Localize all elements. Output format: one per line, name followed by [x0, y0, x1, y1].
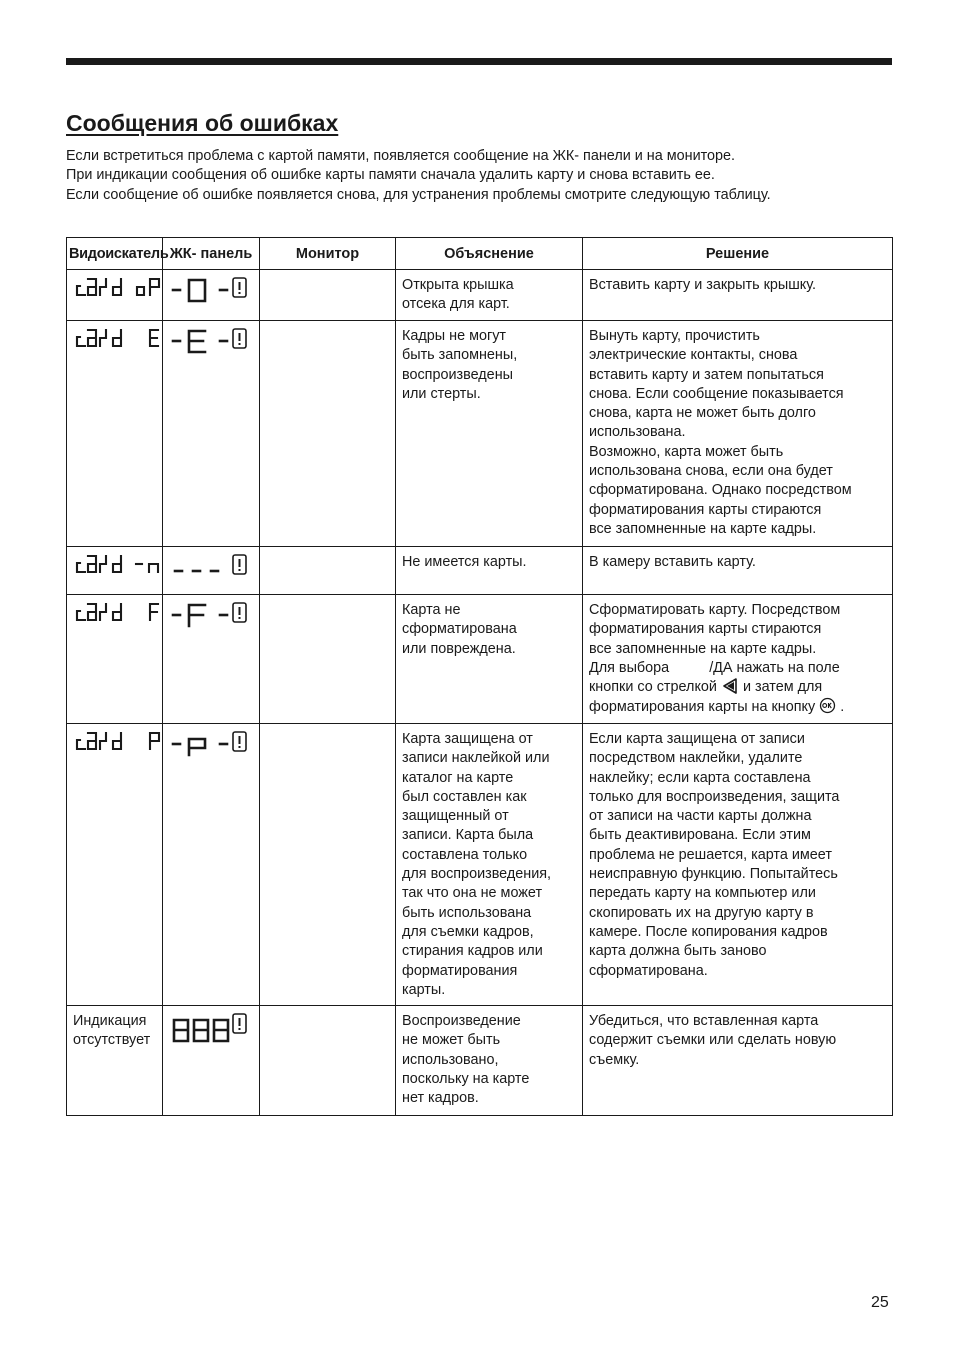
top-rule — [66, 58, 892, 65]
solution-line: электрические контакты, снова — [589, 347, 798, 364]
solution-text: . — [840, 699, 845, 716]
card-warning-icon — [233, 555, 246, 574]
explanation-cell — [396, 1006, 583, 1116]
solution-line: Убедиться, что вставленная карта — [589, 1013, 819, 1029]
viewfinder-cell — [67, 724, 163, 1006]
explanation-line: записи. Карта была — [402, 827, 534, 844]
lcd-segment-display — [169, 553, 249, 581]
explanation-line: быть запомнены, — [402, 347, 518, 364]
page-title: Сообщения об ошибках — [66, 110, 339, 136]
explanation-line: каталог на карте — [402, 769, 514, 786]
intro-line: Если сообщение об ошибке появляется снова, для устранения проблемы смотрите следующую таблицу. — [66, 186, 771, 203]
explanation-line: защищенный от — [402, 808, 509, 825]
solution-line: быть деактивирована. Если этим — [589, 827, 811, 844]
explanation-line: отсека для карт. — [402, 296, 510, 313]
solution-text: форматирования карты на кнопку — [589, 699, 816, 716]
solution-line: снова. Если сообщение показывается — [589, 385, 844, 402]
solution-line: сформатирована. Однако посредством — [589, 482, 852, 499]
card-warning-icon — [233, 732, 246, 751]
card-warning-icon — [233, 603, 246, 622]
ok-button-icon — [819, 697, 836, 714]
solution-line: от записи на части карты должна — [589, 808, 812, 825]
explanation-line: Воспроизведение — [402, 1013, 521, 1029]
error-table — [66, 237, 893, 1116]
table-row — [67, 1006, 893, 1116]
explanation-line: или стерты. — [402, 385, 481, 402]
solution-text: и затем для — [742, 679, 823, 696]
monitor-cell — [260, 595, 396, 724]
explanation-line: воспроизведены — [402, 366, 513, 383]
explanation-cell — [396, 724, 583, 1006]
solution-line: камере. После копирования кадров — [589, 923, 828, 940]
table-row — [67, 595, 893, 724]
solution-line: только для воспроизведения, защита — [589, 788, 840, 805]
solution-line: проблема не решается, карта имеет — [589, 846, 832, 863]
card-warning-icon — [233, 1014, 246, 1033]
explanation-line: не может быть — [402, 1032, 501, 1049]
table-row — [67, 724, 893, 1006]
explanation-line: для съемки кадров, — [402, 923, 534, 940]
solution-line: В камеру вставить карту. — [589, 554, 756, 570]
solution-line: сформатирована. — [589, 962, 708, 979]
solution-line — [589, 659, 886, 678]
viewfinder-label: отсутствует — [73, 1032, 151, 1049]
explanation-cell — [396, 547, 583, 595]
explanation-line: был составлен как — [402, 788, 527, 805]
solution-line: все запомненные на карте кадры. — [589, 640, 817, 657]
viewfinder-segment-display — [73, 730, 161, 752]
explanation-line: стирания кадров или — [402, 943, 543, 960]
viewfinder-label: Индикация — [73, 1013, 147, 1029]
header-monitor: Монитор — [260, 238, 396, 270]
lcd-cell — [163, 321, 260, 547]
lcd-segment-display — [169, 1012, 253, 1044]
explanation-line: поскольку на карте — [402, 1070, 530, 1087]
lcd-segment-display — [169, 601, 249, 629]
solution-line: посредством наклейки, удалите — [589, 750, 803, 767]
header-lcd: ЖК- панель — [163, 238, 260, 270]
solution-cell — [583, 724, 893, 1006]
lcd-cell — [163, 595, 260, 724]
lcd-cell — [163, 1006, 260, 1116]
solution-text: кнопки со стрелкой — [589, 679, 717, 696]
solution-line: использована снова, если она будет — [589, 463, 833, 480]
intro-text — [66, 147, 896, 205]
lcd-segment-display — [169, 276, 249, 304]
explanation-line: или повреждена. — [402, 640, 516, 657]
explanation-line: сформатирована — [402, 621, 517, 638]
lcd-cell — [163, 270, 260, 321]
solution-line: Возможно, карта может быть — [589, 443, 784, 460]
viewfinder-segment-display — [73, 601, 161, 623]
header-viewfinder: Видоискатель — [67, 238, 163, 270]
table-row — [67, 547, 893, 595]
solution-cell — [583, 321, 893, 547]
solution-line: Вставить карту и закрыть крышку. — [589, 277, 817, 293]
solution-text: /ДА нажать на поле — [709, 659, 840, 676]
header-explanation: Объяснение — [396, 238, 583, 270]
arrow-left-icon — [721, 678, 739, 694]
solution-line: содержит съемки или сделать новую — [589, 1032, 837, 1049]
explanation-line: для воспроизведения, — [402, 866, 552, 883]
solution-line: использована. — [589, 424, 686, 441]
table-row — [67, 270, 893, 321]
solution-line — [589, 697, 886, 717]
lcd-segment-display — [169, 327, 249, 355]
solution-line: карта должна быть заново — [589, 943, 767, 960]
monitor-cell — [260, 724, 396, 1006]
card-warning-icon — [233, 278, 246, 297]
explanation-line: использовано, — [402, 1051, 499, 1068]
explanation-line: форматирования — [402, 962, 518, 979]
viewfinder-segment-display — [73, 553, 161, 575]
header-solution: Решение — [583, 238, 893, 270]
solution-text: Для выбора — [589, 659, 670, 676]
solution-line: передать карту на компьютер или — [589, 885, 816, 902]
solution-line — [589, 678, 886, 697]
viewfinder-segment-display — [73, 276, 161, 298]
solution-line: скопировать их на другую карту в — [589, 904, 814, 921]
solution-line: форматирования карты стираются — [589, 501, 822, 518]
solution-line: Сформатировать карту. Посредством — [589, 602, 841, 618]
solution-cell — [583, 1006, 893, 1116]
monitor-cell — [260, 547, 396, 595]
viewfinder-cell — [67, 595, 163, 724]
solution-cell — [583, 547, 893, 595]
lcd-cell — [163, 547, 260, 595]
lcd-cell — [163, 724, 260, 1006]
explanation-line: составлена только — [402, 846, 528, 863]
explanation-line: Карта не — [402, 602, 461, 618]
monitor-cell — [260, 321, 396, 547]
table-header-row — [67, 238, 893, 270]
explanation-cell — [396, 270, 583, 321]
solution-line: неисправную функцию. Попытайтесь — [589, 866, 838, 883]
card-warning-icon — [233, 329, 246, 348]
explanation-cell — [396, 595, 583, 724]
viewfinder-cell — [67, 547, 163, 595]
explanation-line: Кадры не могут — [402, 328, 507, 344]
explanation-cell — [396, 321, 583, 547]
monitor-cell — [260, 270, 396, 321]
viewfinder-cell — [67, 1006, 163, 1116]
solution-line: снова, карта не может быть долго — [589, 405, 816, 422]
lcd-segment-display — [169, 730, 249, 758]
explanation-line: Открыта крышка — [402, 277, 514, 293]
explanation-line: Не имеется карты. — [402, 554, 527, 570]
explanation-line: записи наклейкой или — [402, 750, 550, 767]
solution-line: Вынуть карту, прочистить — [589, 328, 760, 344]
viewfinder-cell — [67, 321, 163, 547]
solution-cell — [583, 595, 893, 724]
table-row — [67, 321, 893, 547]
intro-line: Если встретиться проблема с картой памяти, появляется сообщение на ЖК- панели и на мониторе. — [66, 148, 736, 164]
explanation-line: так что она не может — [402, 885, 543, 902]
explanation-line: карты. — [402, 981, 446, 998]
explanation-line: нет кадров. — [402, 1090, 479, 1107]
solution-line: форматирования карты стираются — [589, 621, 822, 638]
viewfinder-segment-display — [73, 327, 161, 349]
explanation-line: Карта защищена от — [402, 731, 533, 747]
solution-cell — [583, 270, 893, 321]
solution-line: вставить карту и затем попытаться — [589, 366, 824, 383]
solution-line: все запомненные на карте кадры. — [589, 520, 817, 537]
solution-line: съемку. — [589, 1051, 640, 1068]
page-number: 25 — [871, 1294, 889, 1311]
solution-line: наклейку; если карта составлена — [589, 769, 811, 786]
intro-line: При индикации сообщения об ошибке карты памяти сначала удалить карту и снова вставить ее. — [66, 167, 715, 184]
solution-line: Если карта защищена от записи — [589, 731, 805, 747]
viewfinder-cell — [67, 270, 163, 321]
explanation-line: быть использована — [402, 904, 532, 921]
monitor-cell — [260, 1006, 396, 1116]
